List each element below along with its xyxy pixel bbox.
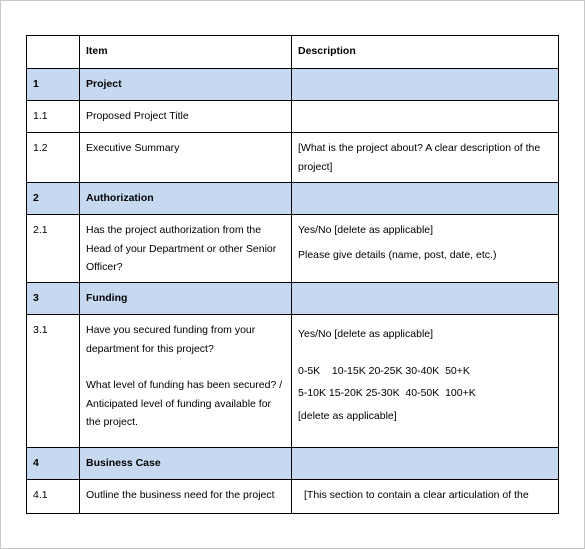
row-description[interactable] [292, 101, 559, 133]
row-number: 4.1 [27, 480, 80, 514]
table-row [27, 315, 559, 448]
row-description[interactable]: [What is the project about? A clear description of the project] [292, 133, 559, 183]
section-number: 1 [27, 69, 80, 101]
row-description[interactable] [292, 215, 559, 283]
table-header-row [27, 36, 559, 69]
row-item: Outline the business need for the project [80, 480, 292, 514]
row-item: Proposed Project Title [80, 101, 292, 133]
table-row [27, 133, 559, 183]
funding-yes-no: Yes/No [delete as applicable] [298, 328, 434, 340]
section-number: 3 [27, 283, 80, 315]
funding-delete-note: [delete as applicable] [298, 409, 397, 422]
row-item: Executive Summary [80, 133, 292, 183]
table-row [27, 101, 559, 133]
project-proposal-table [26, 35, 559, 514]
table-row [27, 215, 559, 283]
row-description[interactable] [292, 315, 559, 448]
section-row-business-case [27, 448, 559, 480]
section-description [292, 283, 559, 315]
header-description-cell: Description [292, 36, 559, 69]
header-number-cell [27, 36, 80, 69]
header-item-cell: Item [80, 36, 292, 69]
section-number: 4 [27, 448, 80, 480]
row-description[interactable] [292, 480, 559, 514]
funding-range-row-1: 0-5K 10-15K 20-25K 30-40K 50+K [298, 364, 470, 377]
row-item [80, 315, 292, 448]
funding-question-level: What level of funding has been secured? / Anticipated level of funding available for the project. [86, 379, 283, 428]
row-number: 1.2 [27, 133, 80, 183]
row-number: 2.1 [27, 215, 80, 283]
section-description [292, 183, 559, 215]
authorization-details: Please give details (name, post, date, etc.) [298, 248, 497, 261]
section-number: 2 [27, 183, 80, 215]
section-title: Project [80, 69, 292, 101]
section-description [292, 69, 559, 101]
section-row-project [27, 69, 559, 101]
row-number: 3.1 [27, 315, 80, 448]
section-row-funding [27, 283, 559, 315]
funding-question-secured: Have you secured funding from your department for this project? [86, 324, 256, 355]
section-title: Business Case [80, 448, 292, 480]
section-title: Authorization [80, 183, 292, 215]
section-row-authorization [27, 183, 559, 215]
authorization-yes-no: Yes/No [delete as applicable] [298, 224, 434, 236]
business-case-note: [This section to contain a clear articulation of the [304, 489, 529, 501]
row-number: 1.1 [27, 101, 80, 133]
funding-range-row-2: 5-10K 15-20K 25-30K 40-50K 100+K [298, 387, 476, 399]
section-title: Funding [80, 283, 292, 315]
row-item: Has the project authorization from the Head of your Department or other Senior Officer? [80, 215, 292, 283]
table-row [27, 480, 559, 514]
section-description [292, 448, 559, 480]
